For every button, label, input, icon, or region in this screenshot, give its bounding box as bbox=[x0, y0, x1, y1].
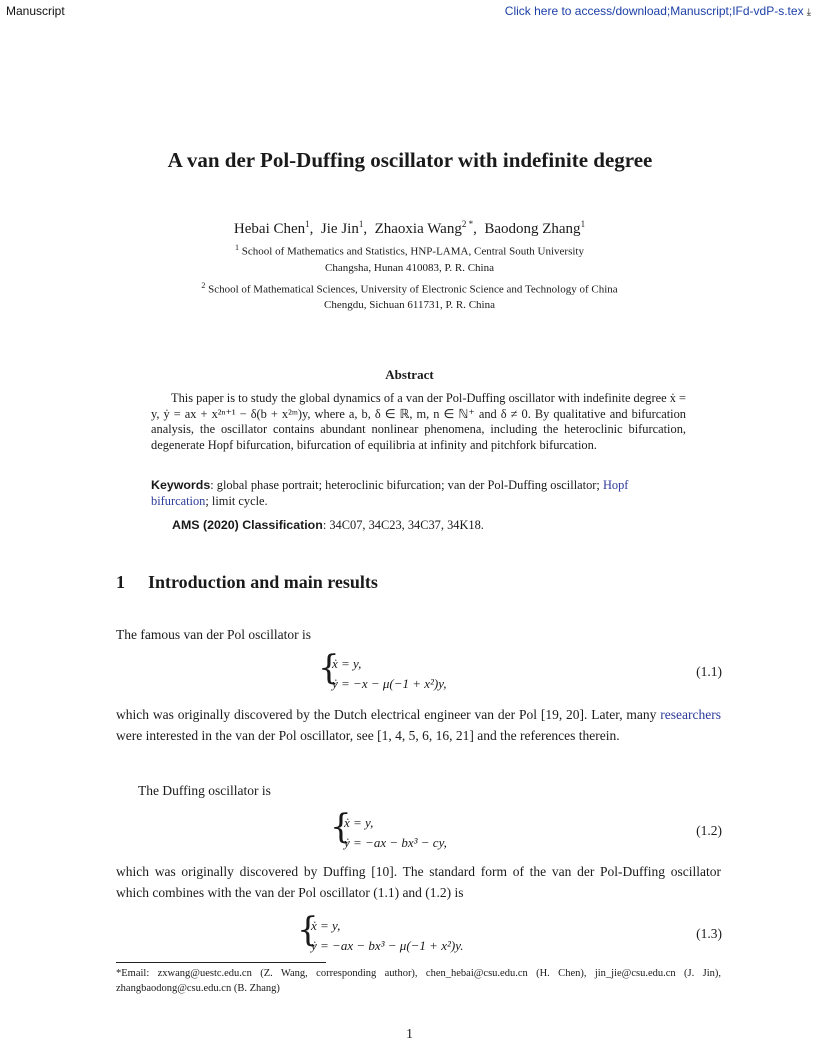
affiliation-sup: 1 bbox=[235, 243, 240, 252]
keywords bbox=[151, 478, 686, 509]
equation-number: (1.2) bbox=[696, 823, 722, 838]
author-sup: 2 * bbox=[461, 219, 474, 229]
equation-line: ẏ = −x − μ(−1 + x²)y, bbox=[332, 676, 447, 691]
section-heading bbox=[116, 572, 378, 593]
paragraph: The Duffing oscillator is bbox=[138, 783, 271, 798]
equation-line: ẏ = −ax − bx³ − μ(−1 + x²)y. bbox=[311, 938, 464, 953]
ams-classification bbox=[172, 518, 484, 533]
download-link-text[interactable]: Click here to access/download;Manuscript;IFd-vdP-s.tex bbox=[504, 4, 804, 18]
equation-line: ẏ = −ax − bx³ − cy, bbox=[344, 835, 447, 850]
equation-number: (1.3) bbox=[696, 926, 722, 941]
author-name: Hebai Chen bbox=[233, 221, 306, 237]
affiliation-text: School of Mathematics and Statistics, HNP-LAMA, Central South University bbox=[241, 245, 584, 258]
equation-brace: { bbox=[297, 910, 319, 950]
author-name: Jie Jin bbox=[320, 221, 359, 237]
paragraph-text: which was originally discovered by the Dutch electrical engineer van der Pol [19, 20]. Later, many bbox=[116, 707, 661, 722]
author-sup: 1 bbox=[305, 219, 310, 229]
equation-number: (1.1) bbox=[696, 664, 722, 679]
download-link[interactable] bbox=[505, 4, 811, 18]
manuscript-label: Manuscript bbox=[6, 4, 65, 18]
author-sup: 1 bbox=[358, 219, 364, 229]
ams-value: : 34C07, 34C23, 34C37, 34K18. bbox=[322, 518, 484, 532]
affiliation-1-line-1 bbox=[0, 243, 819, 258]
paper-title: A van der Pol-Duffing oscillator with indefinite degree bbox=[167, 148, 653, 172]
equation-brace: { bbox=[330, 807, 352, 847]
affiliation-sup: 2 bbox=[201, 281, 206, 290]
page-number: 1 bbox=[406, 1027, 413, 1042]
footnote: *Email: zxwang@uestc.edu.cn (Z. Wang, corresponding author), chen_hebai@csu.edu.cn (H. Chen), jin_jie@csu.edu.cn (J. Jin), zhangbaodong@csu.edu.cn (B. Zhang) bbox=[116, 968, 721, 994]
abstract-heading: Abstract bbox=[385, 367, 434, 382]
affiliation-1-line-2: Changsha, Hunan 410083, P. R. China bbox=[325, 262, 494, 274]
paragraph: The famous van der Pol oscillator is bbox=[116, 627, 311, 642]
paragraph: which was originally discovered by Duffing [10]. The standard form of the van der Pol-Duffing oscillator which combines with the van der Pol oscillator (1.1) and (1.2) is bbox=[116, 864, 721, 900]
paragraph-text: were interested in the van der Pol oscillator, see [1, 4, 5, 6, 16, 21] and the references therein. bbox=[116, 728, 620, 743]
keywords-label: Keywords bbox=[151, 478, 211, 492]
equation-line: ẋ = y, bbox=[332, 656, 362, 671]
equation-line: ẋ = y, bbox=[344, 815, 374, 830]
section-number: 1 bbox=[116, 572, 125, 592]
researchers-link[interactable]: researchers bbox=[660, 707, 721, 722]
keywords-text: : global phase portrait; heteroclinic bifurcation; van der Pol-Duffing oscillator; bbox=[210, 478, 600, 492]
affiliation-2-line-2: Chengdu, Sichuan 611731, P. R. China bbox=[323, 299, 495, 311]
affiliation-2-line-1 bbox=[0, 281, 819, 296]
abstract-text: This paper is to study the global dynamics of a van der Pol-Duffing oscillator with indefinite degree ẋ = y, ẏ = ax + x²ⁿ⁺¹ − δ(b + x²ᵐ)y, where a, b, δ ∈ ℝ, m, n ∈ ℕ⁺ and δ ≠ 0. By qualitative and bifurcation analysis, the oscillator contains abundant nonlinear phenomena, including the heteroclinic bifurcation, degenerate Hopf bifurcation, bifurcation of equilibria at infinity and pitchfork bifurcation. bbox=[151, 391, 686, 452]
author-list: Hebai Chen$^1$, Jie Jin$^1$, Zhaoxia Wang$^{2 *}$, Baodong Zhang$^1$ bbox=[233, 219, 586, 237]
paragraph bbox=[116, 704, 721, 746]
equation-line: ẋ = y, bbox=[311, 918, 341, 933]
section-title: Introduction and main results bbox=[148, 572, 378, 592]
equation-brace: { bbox=[318, 648, 340, 688]
equation-1-2 bbox=[330, 807, 530, 855]
author-name: Zhaoxia Wang bbox=[374, 221, 462, 237]
footnote-rule bbox=[116, 962, 326, 963]
hopf-bifurcation-link[interactable]: Hopf bifurcation bbox=[151, 478, 629, 508]
author-sup: 1 bbox=[580, 219, 586, 229]
affiliation-text: School of Mathematical Sciences, University of Electronic Science and Technology of China bbox=[208, 283, 618, 296]
equation-1-1 bbox=[318, 648, 518, 696]
keywords-tail: ; limit cycle. bbox=[205, 493, 268, 508]
ams-label: AMS (2020) Classification bbox=[172, 518, 323, 532]
author-name: Baodong Zhang bbox=[484, 221, 581, 237]
abstract-body bbox=[151, 391, 686, 453]
download-icon[interactable]: ⤓ bbox=[806, 7, 811, 18]
equation-1-3 bbox=[297, 910, 537, 958]
